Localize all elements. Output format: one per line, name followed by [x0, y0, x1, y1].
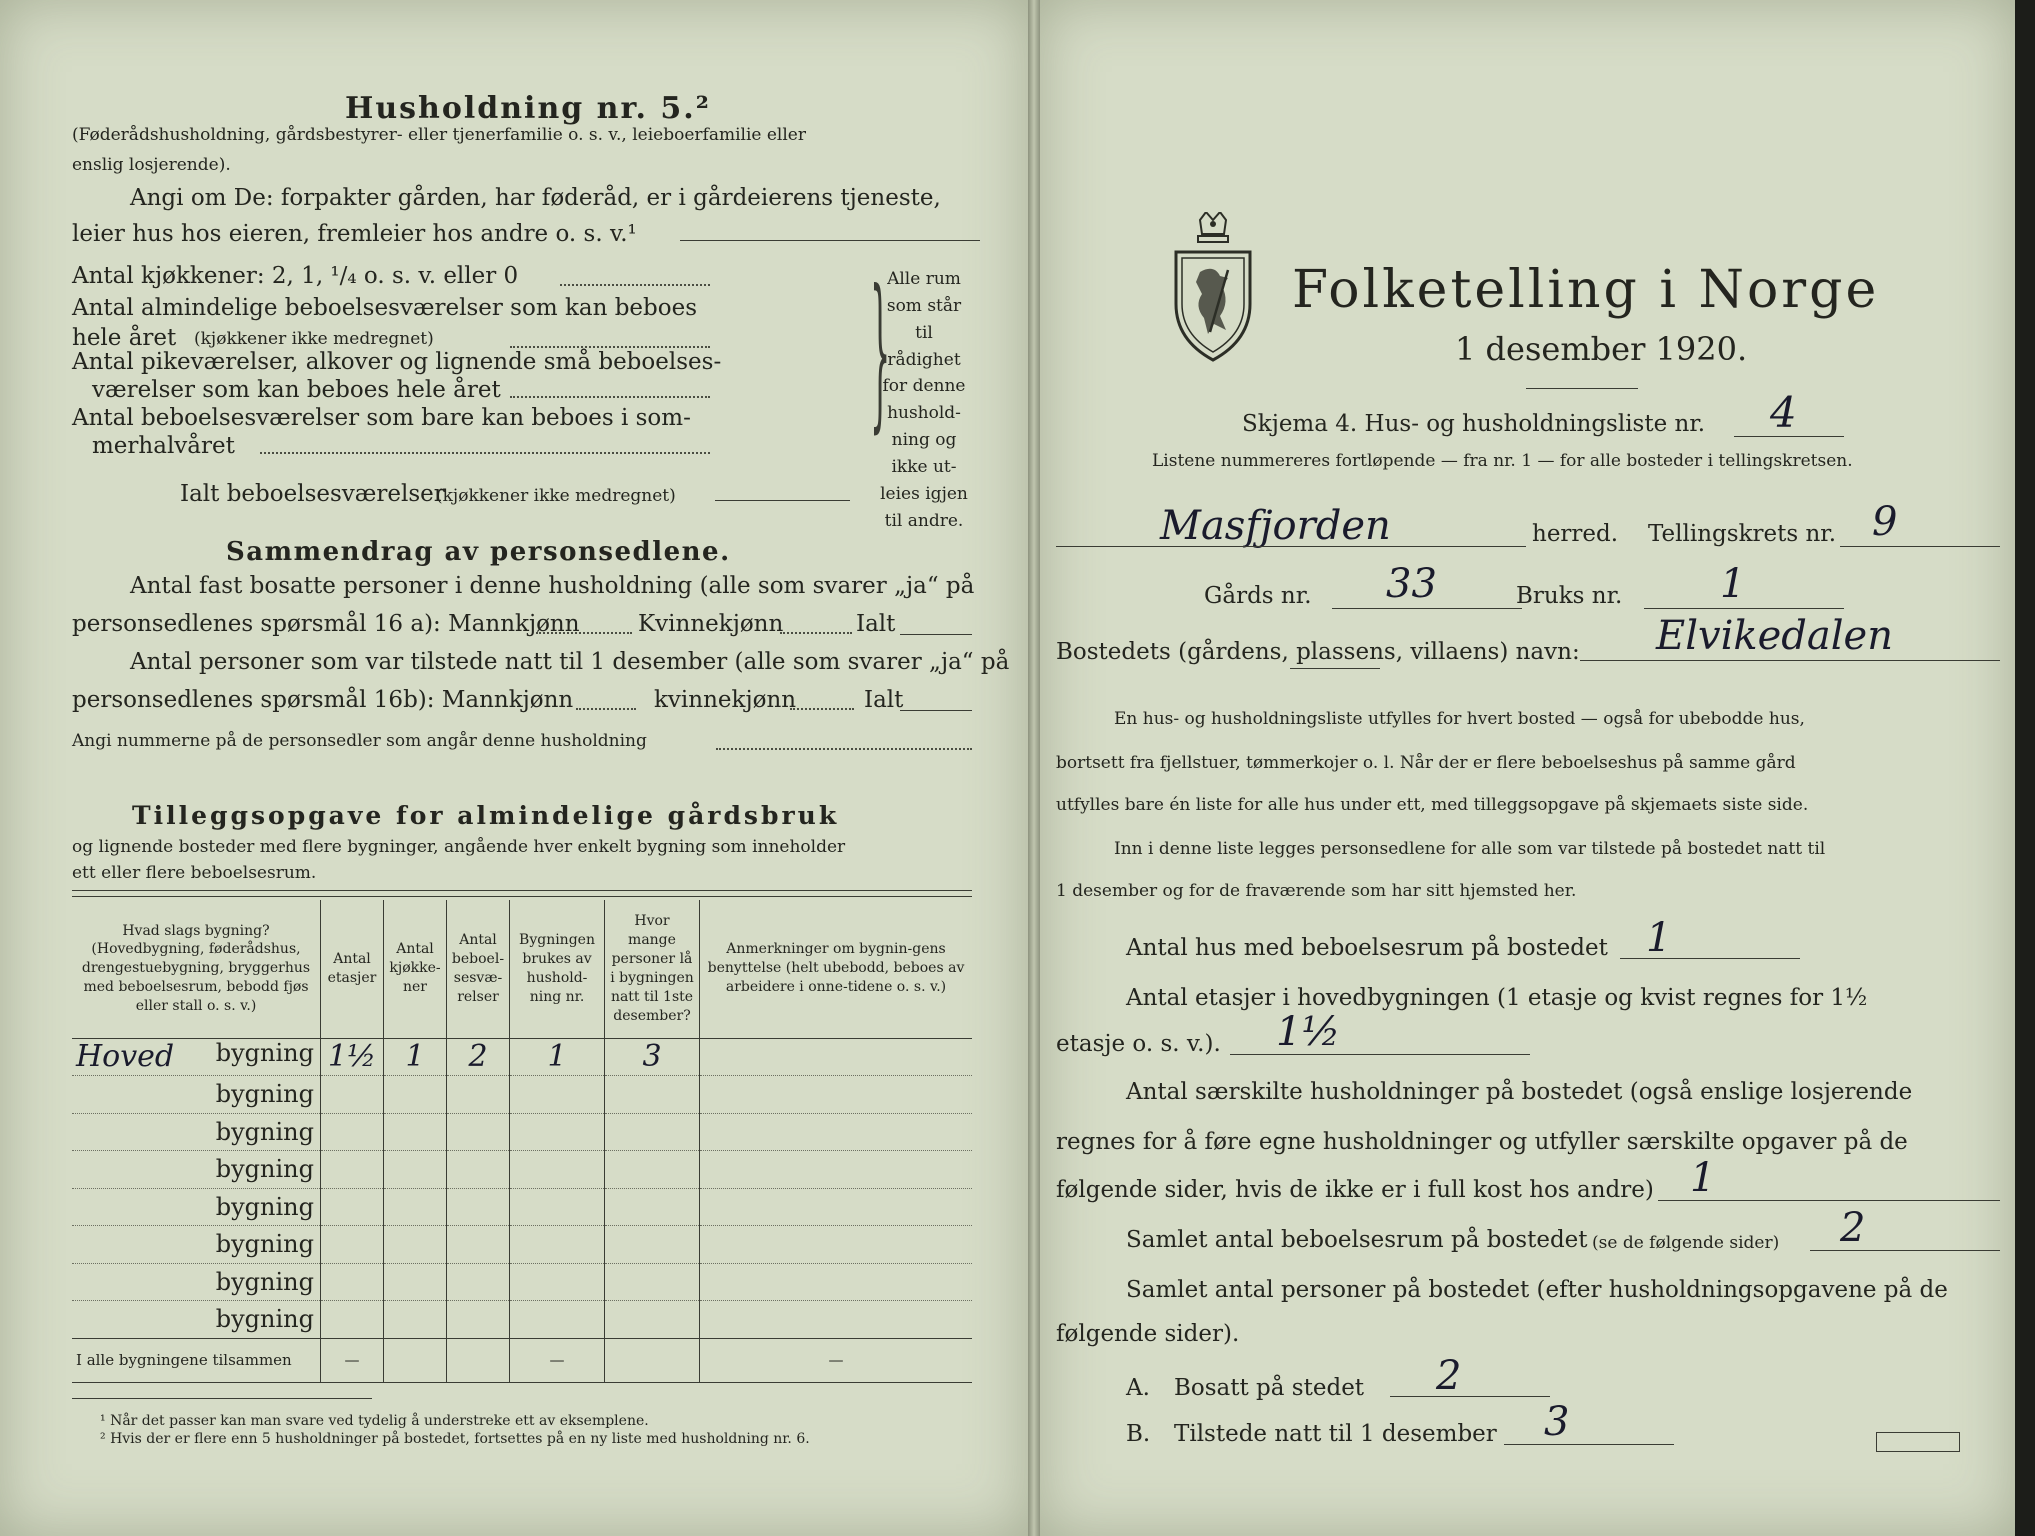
- cell-etasjer: 1½: [321, 1038, 384, 1076]
- tilstede-label: Tilstede natt til 1 desember: [1174, 1421, 1497, 1447]
- table-row: [72, 1301, 972, 1339]
- samlet-pers-line-2: følgende sider).: [1056, 1321, 1240, 1347]
- building-table-header: [72, 900, 972, 1038]
- side-note-line: for denne: [882, 376, 966, 397]
- side-note-line: leies igjen: [880, 483, 968, 504]
- table-row: [72, 1263, 972, 1301]
- bosatt-line: [1390, 1396, 1550, 1397]
- cell-kjokken: [384, 1301, 447, 1339]
- cell-vaerelser: [447, 1188, 510, 1226]
- footnote-1: ¹ Når det passer kan man svare ved tydelig å understreke ett av eksemplene.: [100, 1413, 649, 1429]
- tellingskrets-line: [1840, 546, 2000, 547]
- fast-line-1: Antal fast bosatte personer i denne husholdning (alle som svarer „ja“ på: [130, 573, 975, 599]
- norway-coat-of-arms-icon: [1170, 212, 1256, 364]
- a-label: A.: [1126, 1375, 1150, 1401]
- cell-kjokken: [384, 1076, 447, 1114]
- herred-value: Masfjorden: [1160, 503, 1391, 549]
- row-label: bygning: [72, 1113, 321, 1151]
- cell-husholdning: 1: [510, 1038, 605, 1076]
- ialt-label: Ialt beboelsesværelser: [180, 481, 445, 507]
- cell-husholdning: [510, 1226, 605, 1264]
- bosted-label: Bostedets (gårdens, plassens, villaens) navn:: [1056, 639, 1580, 665]
- cell-personer: [605, 1263, 700, 1301]
- total-anmerkninger: —: [700, 1338, 973, 1382]
- cell-kjokken: [384, 1263, 447, 1301]
- printer-stamp-icon: [1876, 1432, 1960, 1452]
- herred-label: herred.: [1532, 521, 1619, 547]
- table-row: [72, 1188, 972, 1226]
- household-intro-1: (Føderådshusholdning, gårdsbestyrer- eller tjenerfamilie o. s. v., leieboerfamilie eller: [72, 125, 806, 145]
- census-title: Folketelling i Norge: [1292, 260, 1880, 320]
- cell-etasjer: [321, 1188, 384, 1226]
- side-note: [880, 266, 968, 535]
- saer-line-1: Antal særskilte husholdninger på bostedet (også enslige losjerende: [1126, 1079, 1913, 1105]
- cell-vaerelser: [447, 1151, 510, 1189]
- plassens-underline: [1290, 668, 1380, 669]
- side-note-line: ikke ut-: [891, 457, 957, 478]
- hus-label: Antal hus med beboelsesrum på bostedet: [1126, 935, 1608, 961]
- angi-line-2: leier hus hos eieren, fremleier hos andre o. s. v.¹: [72, 221, 637, 247]
- cell-personer: 3: [605, 1038, 700, 1076]
- total-vaerelser: [447, 1338, 510, 1382]
- cell-anmerkninger: [700, 1226, 973, 1264]
- bosted-value: Elvikedalen: [1656, 613, 1893, 659]
- alm-line-1: Antal almindelige beboelsesværelser som kan beboes: [72, 295, 698, 321]
- table-row: [72, 1226, 972, 1264]
- cell-kjokken: 1: [384, 1038, 447, 1076]
- alm-line-2: hele året: [72, 325, 177, 351]
- row-label: bygning: [72, 1151, 321, 1189]
- cell-etasjer: [321, 1151, 384, 1189]
- col-header-etasjer: Antal etasjer: [321, 900, 384, 1038]
- row-label: bygning: [72, 1226, 321, 1264]
- side-note-line: til andre.: [884, 510, 964, 531]
- etasjer-value: 1½: [1276, 1009, 1341, 1055]
- footnote-rule: [72, 1398, 372, 1399]
- cell-anmerkninger: [700, 1038, 973, 1076]
- cell-husholdning: [510, 1263, 605, 1301]
- table-row: [72, 1113, 972, 1151]
- title-rule: [1526, 388, 1638, 389]
- samlet-rum-note: (se de følgende sider): [1592, 1233, 1780, 1253]
- info-line-1: En hus- og husholdningsliste utfylles for hvert bosted — også for ubebodde hus,: [1114, 709, 1805, 729]
- tilst-ialt-line: [900, 710, 972, 711]
- col-header-personer: Hvor mange personer lå i bygningen natt til 1ste desember?: [605, 900, 700, 1038]
- census-date: 1 desember 1920.: [1455, 330, 1748, 368]
- cell-etasjer: [321, 1226, 384, 1264]
- col-header-anmerkninger: Anmerkninger om bygnin-gens benyttelse (helt ubebodd, beboes av arbeidere i onne-tidene o. s. v.): [700, 900, 973, 1038]
- cell-personer: [605, 1301, 700, 1339]
- right-page: [1040, 0, 2015, 1536]
- pike-line-2: værelser som kan beboes hele året: [92, 377, 501, 403]
- col-header-kjokken: Antal kjøkke-ner: [384, 900, 447, 1038]
- tellingskrets-label: Tellingskrets nr.: [1648, 521, 1837, 547]
- cell-etasjer: [321, 1076, 384, 1114]
- skjema-nr-line: [1734, 436, 1844, 437]
- cell-personer: [605, 1076, 700, 1114]
- cell-kjokken: [384, 1188, 447, 1226]
- tilstede-line: [1504, 1444, 1674, 1445]
- bosatt-value: 2: [1436, 1353, 1462, 1399]
- saer-value: 1: [1690, 1155, 1716, 1201]
- table-row: [72, 1038, 972, 1076]
- col-header-husholdning: Bygningen brukes av hushold-ning nr.: [510, 900, 605, 1038]
- cell-etasjer: [321, 1301, 384, 1339]
- row-label: bygning: [72, 1301, 321, 1339]
- b-label: B.: [1126, 1421, 1151, 1447]
- alm-dots: [510, 346, 710, 348]
- household-intro-2: enslig losjerende).: [72, 155, 231, 175]
- bosted-line: [1580, 660, 2000, 661]
- tillegg-title: Tilleggsopgave for almindelige gårdsbruk: [132, 801, 840, 830]
- gards-label: Gårds nr.: [1204, 583, 1312, 609]
- bruks-value: 1: [1720, 561, 1746, 607]
- herred-line: [1056, 546, 1526, 547]
- cell-vaerelser: [447, 1226, 510, 1264]
- cell-etasjer: [321, 1113, 384, 1151]
- info-line-5: 1 desember og for de fraværende som har sitt hjemsted her.: [1056, 881, 1577, 901]
- total-etasjer: —: [321, 1338, 384, 1382]
- cell-kjokken: [384, 1226, 447, 1264]
- cell-vaerelser: [447, 1301, 510, 1339]
- cell-vaerelser: [447, 1113, 510, 1151]
- samlet-pers-line-1: Samlet antal personer på bostedet (efter husholdningsopgavene på de: [1126, 1277, 1948, 1303]
- total-label: I alle bygningene tilsammen: [72, 1338, 321, 1382]
- samlet-rum-line: [1810, 1250, 2000, 1251]
- cell-husholdning: [510, 1301, 605, 1339]
- table-row: [72, 1076, 972, 1114]
- nummerne-label: Angi nummerne på de personsedler som angår denne husholdning: [72, 731, 647, 751]
- side-note-line: hushold-: [887, 403, 961, 424]
- hus-value: 1: [1646, 915, 1672, 961]
- hus-line: [1620, 958, 1800, 959]
- total-husholdning: —: [510, 1338, 605, 1382]
- cell-personer: [605, 1151, 700, 1189]
- pike-line-1: Antal pikeværelser, alkover og lignende små beboelses-: [72, 349, 722, 375]
- cell-anmerkninger: [700, 1113, 973, 1151]
- side-note-line: som står til: [886, 295, 962, 343]
- table-top-rule-2: [72, 896, 972, 897]
- gards-line: [1332, 608, 1522, 609]
- summary-title: Sammendrag av personsedlene.: [226, 537, 731, 567]
- total-personer: [605, 1338, 700, 1382]
- row-type-cell: [72, 1038, 321, 1076]
- cell-husholdning: [510, 1113, 605, 1151]
- total-kjokken: [384, 1338, 447, 1382]
- tilst-line-1: Antal personer som var tilstede natt til 1 desember (alle som svarer „ja“ på: [130, 649, 1010, 675]
- side-note-line: ning og: [891, 430, 957, 451]
- fast-kvinne-label: Kvinnekjønn: [638, 611, 784, 637]
- building-table: [72, 900, 972, 1383]
- cell-anmerkninger: [700, 1263, 973, 1301]
- row-name: Hoved: [76, 1039, 175, 1075]
- cell-anmerkninger: [700, 1076, 973, 1114]
- angi-line-1: Angi om De: forpakter gården, har føderåd, er i gårdeierens tjeneste,: [130, 185, 941, 211]
- bosatt-label: Bosatt på stedet: [1174, 1375, 1365, 1401]
- cell-husholdning: [510, 1151, 605, 1189]
- cell-personer: [605, 1188, 700, 1226]
- info-line-4: Inn i denne liste legges personsedlene for alle som var tilstede på bostedet natt til: [1114, 839, 1826, 859]
- book-spine: [1028, 0, 1040, 1536]
- info-line-2: bortsett fra fjellstuer, tømmerkojer o. l. Når der er flere beboelseshus på samme gård: [1056, 753, 1796, 773]
- col-header-type: Hvad slags bygning? (Hovedbygning, føderådshus, drengestuebygning, bryggerhus med beboelsesrum, bebodd fjøs eller stall o. s. v.): [72, 900, 321, 1038]
- cell-etasjer: [321, 1263, 384, 1301]
- table-top-rule: [72, 890, 972, 891]
- footnote-2: ² Hvis der er flere enn 5 husholdninger på bostedet, fortsettes på en ny liste med husholdning nr. 6.: [100, 1431, 810, 1447]
- bruks-label: Bruks nr.: [1516, 583, 1623, 609]
- side-note-line: rådighet: [887, 349, 961, 370]
- listene-note: Listene nummereres fortløpende — fra nr. 1 — for alle bosteder i tellingskretsen.: [1152, 451, 1853, 471]
- etasjer-line-1: Antal etasjer i hovedbygningen (1 etasje og kvist regnes for 1½: [1126, 985, 1868, 1011]
- saer-line-3: følgende sider, hvis de ikke er i full kost hos andre): [1056, 1177, 1654, 1203]
- table-row: [72, 1151, 972, 1189]
- kjokken-dots: [560, 284, 710, 286]
- fast-kvinne-dots: [780, 632, 852, 634]
- tellingskrets-value: 9: [1872, 499, 1898, 545]
- cell-kjokken: [384, 1113, 447, 1151]
- skjema-nr-value: 4: [1770, 388, 1797, 437]
- row-label: bygning: [72, 1188, 321, 1226]
- alm-note: (kjøkkener ikke medregnet): [194, 329, 434, 349]
- saer-line: [1658, 1200, 2000, 1201]
- etasjer-line: [1230, 1054, 1530, 1055]
- tilstede-value: 3: [1544, 1399, 1570, 1445]
- cell-vaerelser: [447, 1263, 510, 1301]
- cell-anmerkninger: [700, 1188, 973, 1226]
- som-line-1: Antal beboelsesværelser som bare kan beboes i som-: [72, 405, 691, 431]
- samlet-rum-value: 2: [1840, 1205, 1866, 1251]
- gards-value: 33: [1386, 561, 1437, 607]
- cell-kjokken: [384, 1151, 447, 1189]
- side-brace: }: [870, 252, 891, 450]
- saer-line-2: regnes for å føre egne husholdninger og utfyller særskilte opgaver på de: [1056, 1129, 1908, 1155]
- row-label: bygning: [72, 1076, 321, 1114]
- row-label: bygning: [215, 1039, 314, 1068]
- cell-husholdning: [510, 1076, 605, 1114]
- cell-personer: [605, 1226, 700, 1264]
- tillegg-line-2: ett eller flere beboelsesrum.: [72, 863, 317, 883]
- tilst-line-2: personsedlenes spørsmål 16b): Mannkjønn: [72, 687, 574, 713]
- col-header-vaerelser: Antal beboel-sesvæ-relser: [447, 900, 510, 1038]
- som-dots: [260, 452, 710, 454]
- tillegg-line-1: og lignende bosteder med flere bygninger, angående hver enkelt bygning som inneholder: [72, 837, 846, 857]
- table-total-row: [72, 1338, 972, 1382]
- bruks-line: [1644, 608, 1844, 609]
- skjema-label: Skjema 4. Hus- og husholdningsliste nr.: [1242, 411, 1706, 437]
- tilst-ialt-label: Ialt: [864, 687, 904, 713]
- angi-answer-line: [680, 240, 980, 241]
- tilst-mann-dots: [576, 708, 636, 710]
- cell-personer: [605, 1113, 700, 1151]
- nummerne-dots: [716, 748, 972, 750]
- fast-mann-dots: [536, 632, 632, 634]
- fast-ialt-label: Ialt: [856, 611, 896, 637]
- etasjer-line-2: etasje o. s. v.).: [1056, 1031, 1221, 1057]
- tilst-kvinne-dots: [790, 708, 854, 710]
- cell-vaerelser: [447, 1076, 510, 1114]
- cell-vaerelser: 2: [447, 1038, 510, 1076]
- cell-husholdning: [510, 1188, 605, 1226]
- cell-anmerkninger: [700, 1301, 973, 1339]
- fast-ialt-line: [900, 634, 972, 635]
- household-title: Husholdning nr. 5.²: [345, 91, 711, 126]
- cell-anmerkninger: [700, 1151, 973, 1189]
- kjokken-label: Antal kjøkkener: 2, 1, ¹/₄ o. s. v. eller 0: [72, 263, 519, 289]
- pike-dots: [510, 396, 710, 398]
- row-label: bygning: [72, 1263, 321, 1301]
- som-line-2: merhalvåret: [92, 433, 235, 459]
- samlet-rum-label: Samlet antal beboelsesrum på bostedet: [1126, 1227, 1588, 1253]
- ialt-note: (kjøkkener ikke medregnet): [436, 486, 676, 506]
- fast-line-2: personsedlenes spørsmål 16 a): Mannkjønn: [72, 611, 580, 637]
- side-note-line: Alle rum: [887, 269, 961, 289]
- info-line-3: utfylles bare én liste for alle hus under ett, med tilleggsopgave på skjemaets siste side.: [1056, 795, 1809, 815]
- tilst-kvinne-label: kvinnekjønn: [654, 687, 797, 713]
- ialt-line: [715, 500, 850, 501]
